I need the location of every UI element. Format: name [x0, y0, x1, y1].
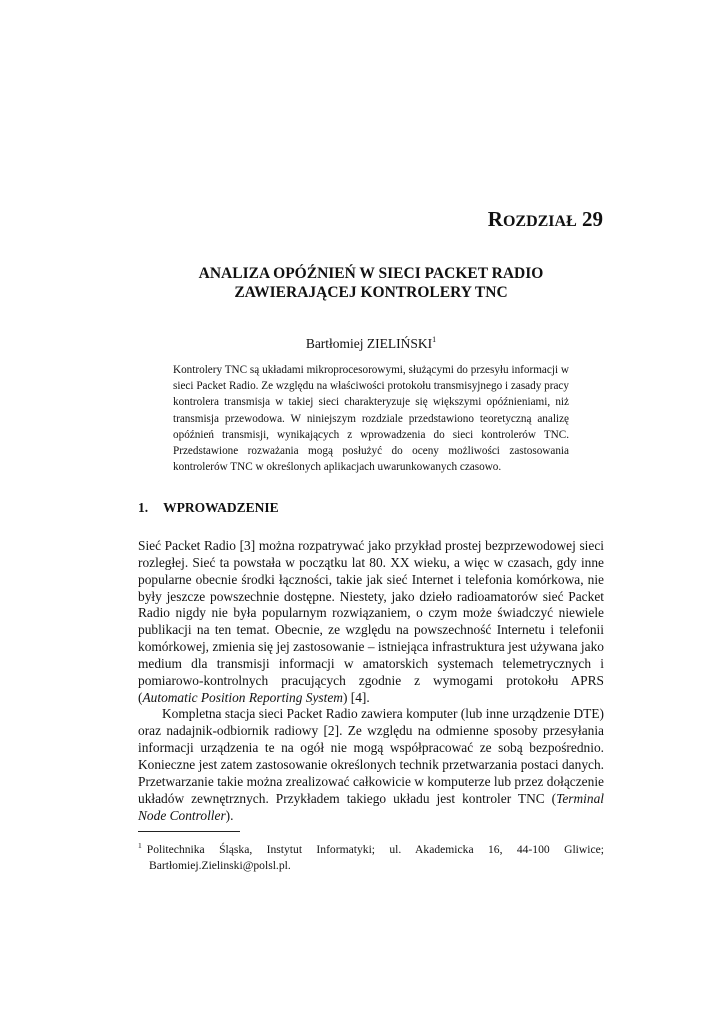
paragraph-1-italic: Automatic Position Reporting System: [142, 689, 343, 705]
paper-title: [138, 264, 604, 302]
author-name: Bartłomiej ZIELIŃSKI: [305, 336, 433, 351]
abstract: Kontrolery TNC są układami mikroprocesorowymi, służącymi do przesyłu informacji w sieci Packet Radio. Ze względu na właściwości protokołu transmisyjnego i zasady pracy kontrolera transmisja w takiej sieci charakteryzuje się większymi opóźnieniami, niż transmisja przewodowa. W niniejszym rozdziale przedstawiono teoretyczną analizę opóźnień transmisji, wynikających z wprowadzenia do sieci kontrolerów TNC. Przedstawione rozważania mogą posłużyć do oceny możliwości zastosowania kontrolerów TNC w określonych aplikacjach uwarunkowanych czasowo.: [173, 364, 569, 474]
body-text: [138, 538, 604, 824]
paragraph-2: [138, 706, 604, 824]
section-number: 1.: [138, 500, 149, 515]
title-line-1: ANALIZA OPÓŹNIEŃ W SIECI PACKET RADIO: [198, 265, 544, 282]
chapter-number: 29: [582, 207, 603, 231]
paragraph-2-end: ).: [225, 807, 234, 823]
section-heading: [138, 500, 279, 516]
title-line-2: ZAWIERAJĄCEJ KONTROLERY TNC: [234, 284, 508, 301]
section-title: WPROWADZENIE: [163, 500, 279, 515]
footnote-text: Politechnika Śląska, Instytut Informatyki; ul. Akademicka 16, 44-100 Gliwice; Bartłomiej.Zielinski@polsl.pl.: [146, 843, 604, 872]
paragraph-1: [138, 538, 604, 706]
chapter-word: OZDZIAŁ: [502, 213, 577, 230]
chapter-first-letter: R: [487, 207, 503, 231]
footnote: [138, 838, 604, 874]
paragraph-1-end: ) [4].: [342, 689, 370, 705]
paragraph-1-text: Sieć Packet Radio [3] można rozpatrywać jako przykład prostej bezprzewodowej sieci rozległej. Sieć ta powstała w początku lat 80. XX wieku, a więc w czasach, gdy inne popularne obecnie środki łączności, takie jak sieć Internet i telefonia komórkowa, nie były jeszcze powszechnie dostępne. Niestety, jako dzieło radioamatorów sieć Packet Radio nigdy nie była popularnym rozwiązaniem, o czym może świadczyć niewiele publikacji na ten temat. Obecnie, ze względu na powszechność Internetu i telefonii komórkowej, zmienia się jej zastosowanie – istniejąca infrastruktura jest używana jako medium dla transmisji informacji w amatorskich systemach telemetrycznych i pomiarowo-kontrolnych pracujących zgodnie z wymogami protokołu APRS (: [138, 538, 604, 705]
author: [138, 335, 604, 352]
footnote-mark: 1: [138, 841, 142, 850]
author-footnote-mark: 1: [432, 335, 437, 344]
footnote-divider: [138, 831, 240, 832]
chapter-heading: [488, 207, 603, 232]
paragraph-2-italic: Terminal Node Controller: [138, 790, 604, 823]
paragraph-2-text: Kompletna stacja sieci Packet Radio zawiera komputer (lub inne urządzenie DTE) oraz nadajnik-odbiornik radiowy [2]. Ze względu na odmienne sposoby przesyłania informacji urządzenia te na ogół nie mogą współpracować ze sobą bezpośrednio. Konieczne jest zatem zastosowanie określonych technik przetwarzania postaci danych. Przetwarzanie takie można zrealizować całkowicie w komputerze lub przez dołączenie układów zewnętrznych. Przykładem takiego układu jest kontroler TNC (: [138, 706, 604, 806]
